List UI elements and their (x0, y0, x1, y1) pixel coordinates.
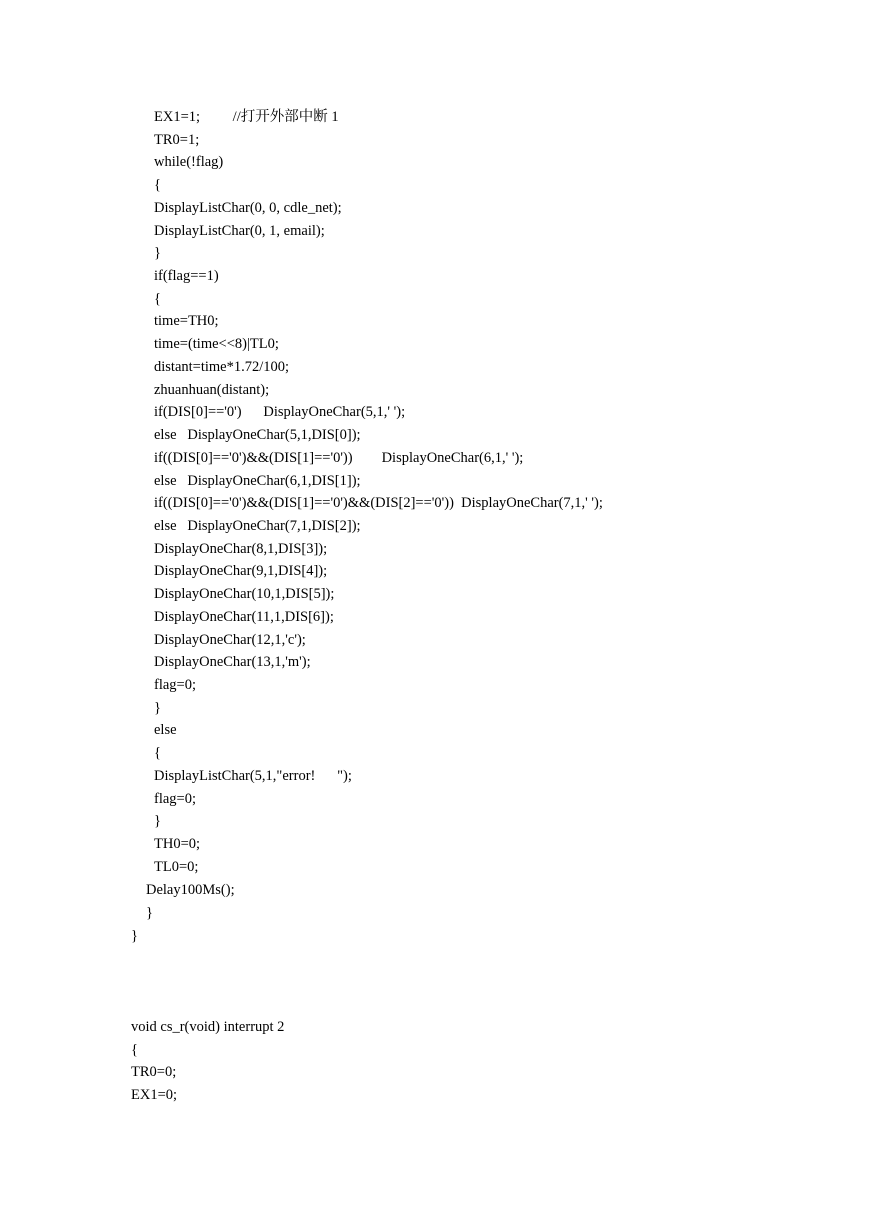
code-line: flag=0; (154, 677, 196, 693)
code-line: DisplayOneChar(10,1,DIS[5]); (154, 586, 335, 603)
code-line: DisplayListChar(5,1,"error! "); (154, 767, 352, 784)
code-line: { (154, 745, 161, 762)
code-line: DisplayOneChar(13,1,'m'); (154, 654, 311, 671)
code-line: DisplayOneChar(9,1,DIS[4]); (154, 563, 328, 580)
code-line: { (131, 1042, 138, 1058)
code-line: time=TH0; (154, 313, 219, 330)
code-line: flag=0; (154, 790, 196, 807)
code-line: else (154, 722, 177, 739)
code-line: DisplayOneChar(12,1,'c'); (154, 631, 306, 648)
code-line: DisplayListChar(0, 0, cdle_net); (154, 199, 342, 216)
code-line: void cs_r(void) interrupt 2 (131, 1019, 285, 1035)
code-line: { (154, 177, 161, 194)
code-line: EX1=1; //打开外部中断 1 (154, 109, 339, 125)
code-line: } (154, 813, 161, 830)
code-line: else DisplayOneChar(5,1,DIS[0]); (154, 427, 361, 444)
code-line: Delay100Ms(); (146, 882, 235, 898)
code-line: if(DIS[0]=='0') DisplayOneChar(5,1,' '); (154, 404, 406, 421)
code-line: else DisplayOneChar(7,1,DIS[2]); (154, 517, 361, 534)
code-line: distant=time*1.72/100; (154, 358, 290, 375)
code-line: TH0=0; (154, 836, 201, 853)
code-line: EX1=0; (131, 1087, 178, 1103)
code-line: } (154, 699, 161, 716)
code-line: if((DIS[0]=='0')&&(DIS[1]=='0')&&(DIS[2]=='0')) DisplayOneChar(7,1,' '); (154, 495, 603, 512)
code-line: TL0=0; (154, 858, 199, 875)
code-line: while(!flag) (154, 154, 224, 171)
code-line: if((DIS[0]=='0')&&(DIS[1]=='0')) DisplayOneChar(6,1,' '); (154, 449, 524, 466)
code-line: DisplayOneChar(8,1,DIS[3]); (154, 540, 328, 557)
code-line: { (154, 290, 161, 307)
code-line: DisplayListChar(0, 1, email); (154, 222, 325, 239)
code-line: TR0=0; (131, 1064, 177, 1080)
code-line: } (146, 905, 153, 921)
code-line: zhuanhuan(distant); (154, 381, 270, 398)
code-line: else DisplayOneChar(6,1,DIS[1]); (154, 472, 361, 489)
code-line: time=(time<<8)|TL0; (154, 336, 279, 353)
code-line: if(flag==1) (154, 268, 219, 285)
code-line: } (154, 245, 161, 262)
code-line: TR0=1; (154, 131, 200, 148)
code-line: } (131, 928, 138, 944)
code-line: DisplayOneChar(11,1,DIS[6]); (154, 608, 334, 625)
